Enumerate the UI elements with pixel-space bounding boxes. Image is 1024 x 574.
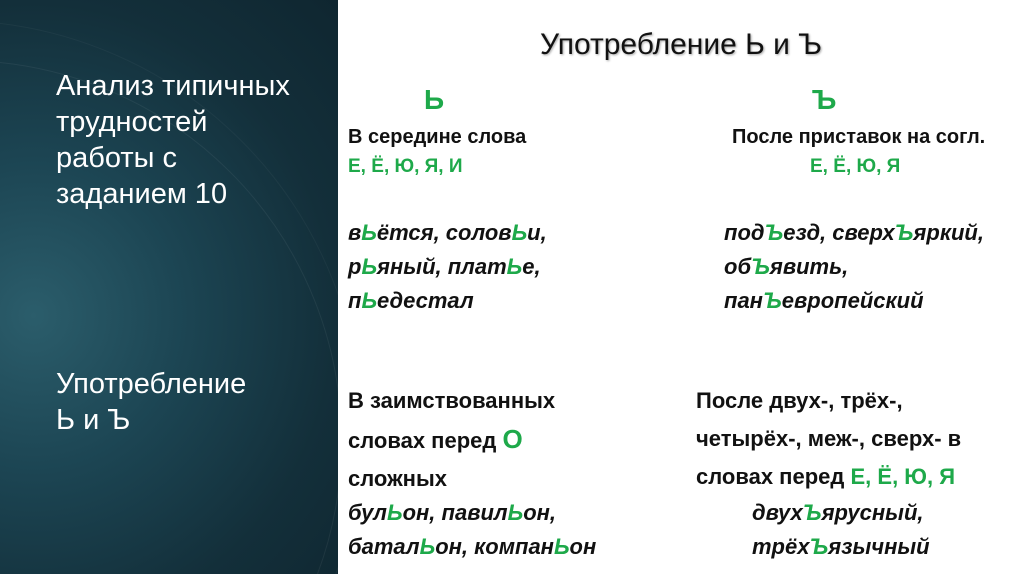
hard-sign-heading: Ъ [812,84,837,115]
example-line [752,530,930,564]
example-text: яный, плат [377,254,507,279]
example-line [348,250,547,284]
highlight-sign: Ъ [751,254,770,279]
highlight-letters: Е, Ё, Ю, Я [850,464,956,489]
example-text: под [724,220,765,245]
example-text: он, [523,500,557,525]
soft-sign-letters: Е, Ё, Ю, Я, И [348,156,463,177]
example-text: он, павил [402,500,508,525]
rule-line: четырёх-, меж-, сверх- в [696,426,962,451]
soft-sign-examples [348,216,547,318]
example-line [724,216,984,250]
section-title-line: заданием 10 [56,178,228,210]
rule-line: сложных [348,466,447,491]
highlight-sign: Ь [361,254,378,279]
example-line [348,284,547,318]
example-line [724,250,984,284]
slide-title: Употребление Ь и Ъ [540,28,822,61]
hard-sign-rule-heading: После приставок на согл. [732,126,986,148]
soft-sign-rule2 [348,382,555,498]
rule-line: После двух-, трёх-, [696,388,903,413]
example-text: бул [348,500,387,525]
example-text: в [348,220,362,245]
highlight-sign: Ъ [762,288,782,313]
highlight-sign: Ъ [809,534,829,559]
section-title [56,68,326,212]
section-subtitle [56,366,326,438]
example-line [348,496,596,530]
section-title-line: Анализ типичных [56,70,290,102]
example-text: он [569,534,597,559]
left-panel [0,0,338,574]
example-text: двух [752,500,803,525]
example-text: язычный [828,534,930,559]
soft-sign-rule-heading: В середине слова [348,126,527,148]
rule-line [348,420,555,460]
example-text: ярусный, [821,500,924,525]
example-text: трёх [752,534,810,559]
section-title-line: трудностей [56,106,208,138]
hard-sign-examples [724,216,984,318]
highlight-sign: Ъ [802,500,822,525]
highlight-sign: Ь [506,254,523,279]
example-line [724,284,984,318]
rule-line [696,458,961,496]
hard-sign-examples-2 [752,496,930,564]
example-text: е, [522,254,541,279]
example-text: и, [527,220,547,245]
example-text: п [348,288,362,313]
highlight-sign: Ъ [894,220,914,245]
example-text: он, компан [435,534,554,559]
section-title-line: работы с [56,142,178,174]
soft-sign-heading: Ь [424,84,445,115]
section-subtitle-line: Употребление [56,368,247,400]
example-line [752,496,930,530]
example-text: езд, сверх [783,220,895,245]
hard-sign-letters: Е, Ё, Ю, Я [810,156,901,177]
example-text: батал [348,534,420,559]
example-line [348,530,596,564]
example-text: ётся, солов [376,220,512,245]
example-text: европейский [781,288,924,313]
example-text: р [348,254,362,279]
soft-sign-examples-2 [348,496,596,564]
highlight-sign: Ь [361,288,378,313]
example-text: яркий, [913,220,984,245]
highlight-sign: Ь [419,534,436,559]
highlight-sign: Ъ [764,220,784,245]
example-text: пан [724,288,763,313]
rule-text: словах перед [696,464,845,489]
section-subtitle-line: Ь и Ъ [56,404,131,436]
rule-line: В заимствованных [348,388,556,413]
example-line [348,216,547,250]
highlight-sign: Ь [507,500,524,525]
hard-sign-rule2 [696,382,961,496]
highlight-sign: Ь [387,500,403,525]
example-text: едестал [377,288,474,313]
example-text: явить, [769,254,849,279]
rule-text: словах перед [348,428,497,453]
highlight-letter: О [502,424,523,454]
slide-content [338,0,1024,574]
highlight-sign: Ь [553,534,570,559]
highlight-sign: Ь [511,220,528,245]
highlight-sign: Ь [361,220,377,245]
example-text: об [724,254,752,279]
